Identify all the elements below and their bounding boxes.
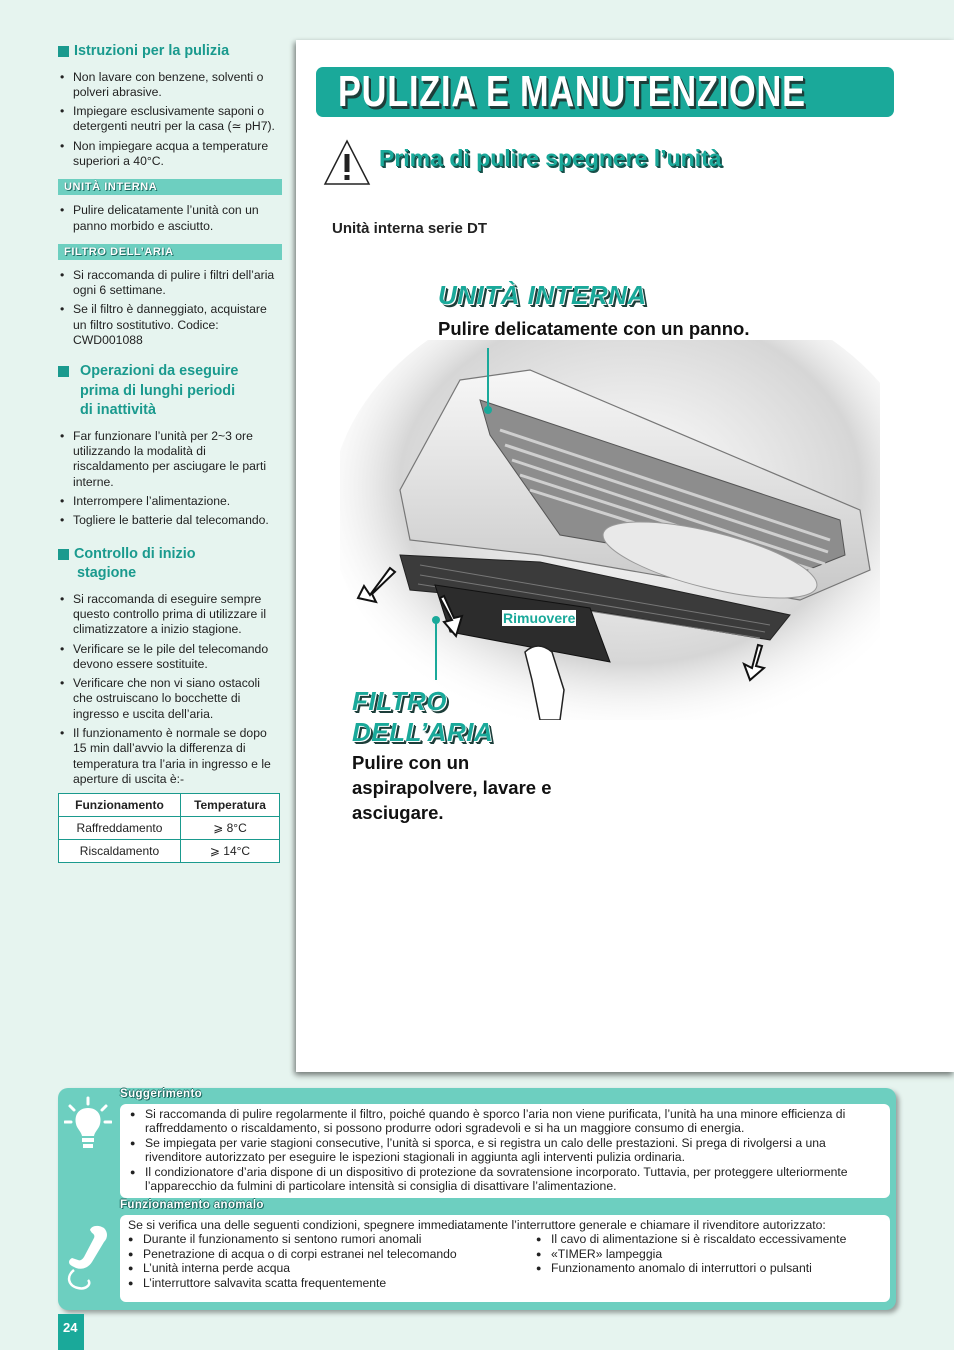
list-item: • Se il filtro è danneggiato, acquistare un filtro sostitutivo. Codice: CWD001088 [58,302,282,348]
list-item: • Interrompere l’alimentazione. [58,494,282,509]
inactivity-heading: Operazioni da eseguire prima di lunghi periodi di inattività [58,362,282,421]
list-item: ● L’interruttore salvavita scatta frequentemente [128,1276,536,1291]
lightbulb-icon [64,1096,112,1152]
abnormal-header: Funzionamento anomalo [120,1199,264,1211]
filter-list [58,268,282,348]
unit-label: UNITÀ INTERNA [438,280,647,310]
list-item: • Non impiegare acqua a temperature superiori a 40°C. [58,139,282,170]
abnormal-list-right [536,1232,846,1290]
subtitle: Prima di pulire spegnere l’unità [379,145,722,171]
list-item: • Verificare se le pile del telecomando devono essere sostituite. [58,642,282,673]
phone-icon [64,1224,112,1294]
list-item: • Impiegare esclusivamente saponi o detergenti neutri per la casa (≃ pH7). [58,104,282,135]
table-header: Temperatura [180,794,279,817]
suggestion-box [120,1104,890,1198]
title-bar [316,67,894,117]
list-item: • Si raccomanda di eseguire sempre questo controllo prima di utilizzare il climatizzatore a inizio stagione. [58,592,282,638]
series-label: Unità interna serie DT [332,220,488,237]
cleaning-list [58,70,282,170]
table-row [59,817,280,840]
list-item: ● Se impiegata per varie stagioni consecutive, l’unità si sporca, e si registra un calo delle prestazioni. Si prega di rivolgersi a una rivenditore autorizzato per eseguire le ispezioni stagionali in aggiunta agli interventi pulizia ordinaria. [130,1137,880,1164]
abnormal-list-left [128,1232,536,1290]
suggestion-header: Suggerimento [120,1088,203,1100]
list-item: • Non lavare con benzene, solventi o polveri abrasive. [58,70,282,101]
temperature-table [58,793,280,863]
table-header-row [59,794,280,817]
list-item: • Verificare che non vi siano ostacoli che ostruiscano lo bocchette di ingresso e uscita dell’aria. [58,676,282,722]
list-item: ● Il cavo di alimentazione si è riscaldato eccessivamente [536,1232,846,1247]
list-item: ● Penetrazione di acqua o di corpi estranei nel telecomando [128,1247,536,1262]
square-bullet-icon [58,549,69,560]
list-item: • Il funzionamento è normale se dopo 15 min dall’avvio la differenza di temperatura tra l’aria in ingresso e le aperture di uscita è:- [58,726,282,787]
season-heading: Controllo di inizio stagione [58,545,282,584]
indoor-unit-illustration [340,340,880,720]
list-item: • Si raccomanda di pulire i filtri dell’aria ogni 6 settimane. [58,268,282,299]
season-list [58,592,282,788]
table-header: Funzionamento [59,794,181,817]
page-title: PULIZIA E MANUTENZIONE [338,67,806,116]
square-bullet-icon [58,46,69,57]
page-number: 24 [58,1314,84,1350]
list-item: ● L’unità interna perde acqua [128,1261,536,1276]
list-item: • Far funzionare l’unità per 2~3 ore utilizzando la modalità di riscaldamento per asciugare le parti interne. [58,429,282,490]
abnormal-intro: Se si verifica una delle seguenti condizioni, spegnere immediatamente l’interruttore generale e chiamare il rivenditore autorizzato: [128,1218,826,1232]
unit-list [58,203,282,234]
warning-icon [322,138,372,188]
table-cell: ⩾ 14°C [180,840,279,863]
inactivity-list [58,429,282,529]
table-cell: ⩾ 8°C [180,817,279,840]
list-item: ● Il condizionatore d’aria dispone di un dispositivo di protezione da sovratensione incorporato. Tuttavia, per proteggere ulteriormente l’apparecchio da fulmini di particolare intensità si consiglia di disattivare l’alimentazione. [130,1166,880,1193]
square-bullet-icon [58,366,69,377]
filter-instruction: Pulire con un aspirapolvere, lavare e asciugare. [352,752,552,823]
unit-band: UNITÀ INTERNA [58,179,282,195]
list-item: ● Funzionamento anomalo di interruttori o pulsanti [536,1261,846,1276]
filter-label: FILTRO DELL’ARIA [352,686,494,747]
abnormal-columns [128,1232,880,1290]
info-box [58,1088,896,1310]
list-item: ● Durante il funzionamento si sentono rumori anomali [128,1232,536,1247]
table-cell: Raffreddamento [59,817,181,840]
list-item: • Pulire delicatamente l’unità con un panno morbido e asciutto. [58,203,282,234]
remove-label: Rimuovere [503,610,576,626]
abnormal-box [120,1215,890,1302]
list-item: ● Si raccomanda di pulire regolarmente il filtro, poiché quando è sporco l’aria non viene purificata, l’unità ha una minore efficienza di raffreddamento o riscaldamento, si possono produrre odori sgradevoli e si ha un maggiore consumo di energia. [130,1108,880,1135]
filter-band: FILTRO DELL’ARIA [58,244,282,260]
table-cell: Riscaldamento [59,840,181,863]
list-item: ● «TIMER» lampeggia [536,1247,846,1262]
unit-instruction: Pulire delicatamente con un panno. [438,318,750,339]
table-row [59,840,280,863]
list-item: • Togliere le batterie dal telecomando. [58,513,282,528]
sidebar [58,42,282,863]
cleaning-heading: Istruzioni per la pulizia [58,42,282,62]
suggestion-list [130,1108,880,1194]
